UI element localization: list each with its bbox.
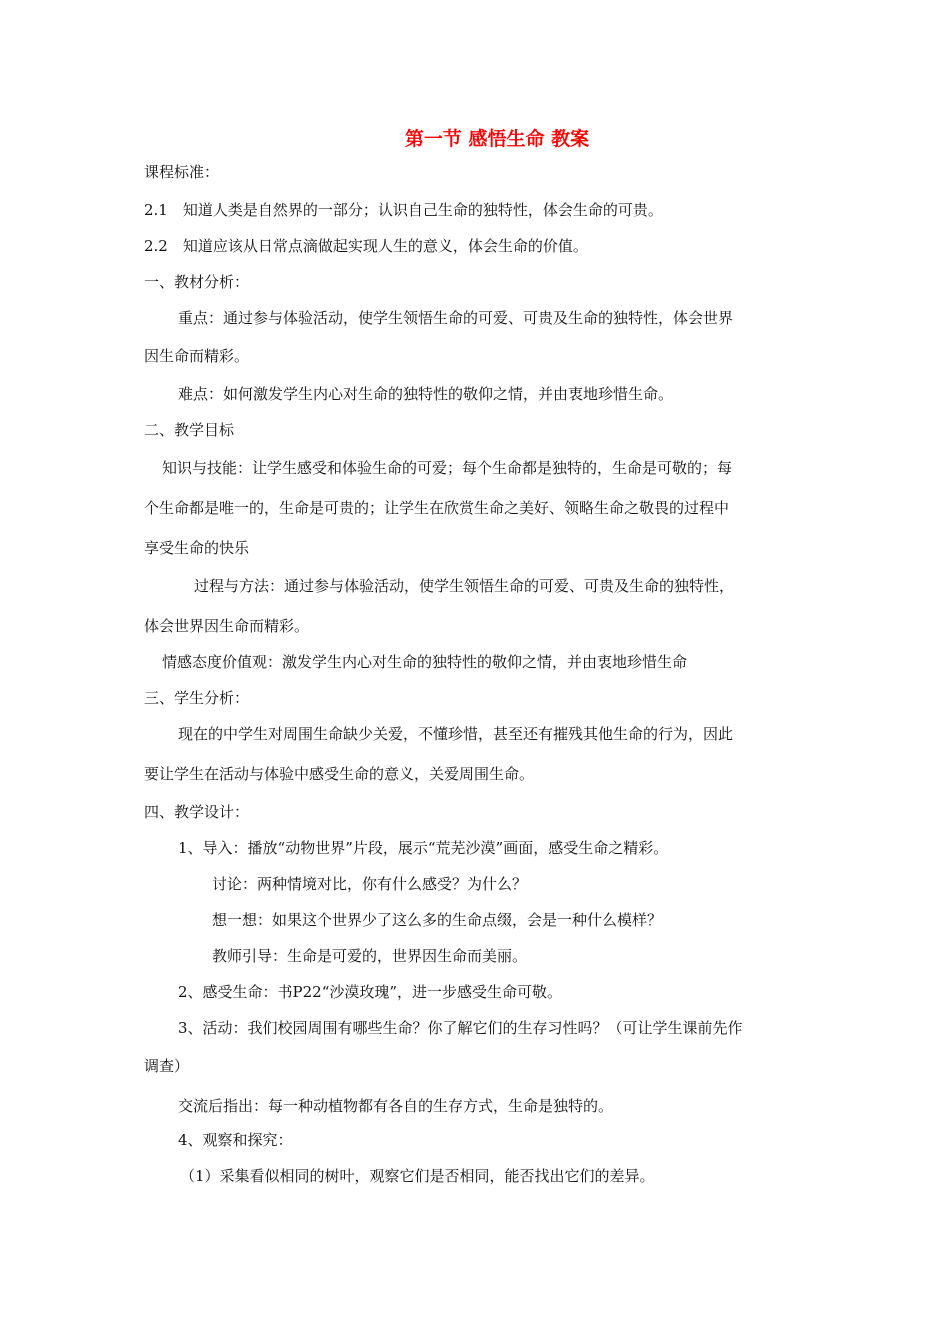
section-2-heading: 二、教学目标 <box>144 421 235 439</box>
step-3-line-1: 3、活动：我们校园周围有哪些生命？你了解它们的生存习性吗？（可让学生课前先作 <box>178 1019 743 1037</box>
course-standard-heading: 课程标准： <box>144 163 220 181</box>
key-point-line-2: 因生命而精彩。 <box>144 347 250 365</box>
step-1-intro: 1、导入：播放“动物世界”片段，展示“荒芜沙漠”画面，感受生命之精彩。 <box>178 839 669 857</box>
key-point-line-1: 重点：通过参与体验活动，使学生领悟生命的可爱、可贵及生命的独特性，体会世界 <box>178 309 734 327</box>
step-1-discussion: 讨论：两种情境对比，你有什么感受？为什么？ <box>212 875 528 893</box>
step-2: 2、感受生命：书P22“沙漠玫瑰”，进一步感受生命可敬。 <box>178 983 563 1001</box>
step-3-line-2: 调查） <box>144 1057 190 1075</box>
knowledge-skill-line-1: 知识与技能：让学生感受和体验生命的可爱；每个生命都是独特的，生命是可敬的；每 <box>162 459 733 477</box>
difficult-point: 难点：如何激发学生内心对生命的独特性的敬仰之情，并由衷地珍惜生命。 <box>178 385 674 403</box>
step-1-teacher-guide: 教师引导：生命是可爱的，世界因生命而美丽。 <box>212 947 528 965</box>
step-3-conclusion: 交流后指出：每一种动植物都有各自的生存方式，生命是独特的。 <box>178 1097 614 1115</box>
document-title: 第一节 感悟生命 教案 <box>404 128 590 150</box>
standard-2-1: 2.1 知道人类是自然界的一部分；认识自己生命的独特性，体会生命的可贵。 <box>144 201 663 219</box>
section-1-heading: 一、教材分析： <box>144 273 250 291</box>
section-4-heading: 四、教学设计： <box>144 803 250 821</box>
section-3-heading: 三、学生分析： <box>144 689 250 707</box>
knowledge-skill-line-2: 个生命都是唯一的，生命是可贵的；让学生在欣赏生命之美好、领略生命之敬畏的过程中 <box>144 499 730 517</box>
process-method-line-1: 过程与方法：通过参与体验活动，使学生领悟生命的可爱、可贵及生命的独特性， <box>194 577 735 595</box>
student-analysis-line-2: 要让学生在活动与体验中感受生命的意义，关爱周围生命。 <box>144 765 535 783</box>
knowledge-skill-line-3: 享受生命的快乐 <box>144 539 250 557</box>
emotion-values: 情感态度价值观：激发学生内心对生命的独特性的敬仰之情，并由衷地珍惜生命 <box>162 653 688 671</box>
step-1-think: 想一想：如果这个世界少了这么多的生命点缀，会是一种什么模样？ <box>212 911 663 929</box>
standard-2-2: 2.2 知道应该从日常点滴做起实现人生的意义，体会生命的价值。 <box>144 237 588 255</box>
step-4-item-1: （1）采集看似相同的树叶，观察它们是否相同，能否找出它们的差异。 <box>180 1167 655 1185</box>
student-analysis-line-1: 现在的中学生对周围生命缺少关爱，不懂珍惜，甚至还有摧残其他生命的行为，因此 <box>178 725 734 743</box>
process-method-line-2: 体会世界因生命而精彩。 <box>144 617 310 635</box>
step-4-heading: 4、观察和探究： <box>178 1131 293 1149</box>
